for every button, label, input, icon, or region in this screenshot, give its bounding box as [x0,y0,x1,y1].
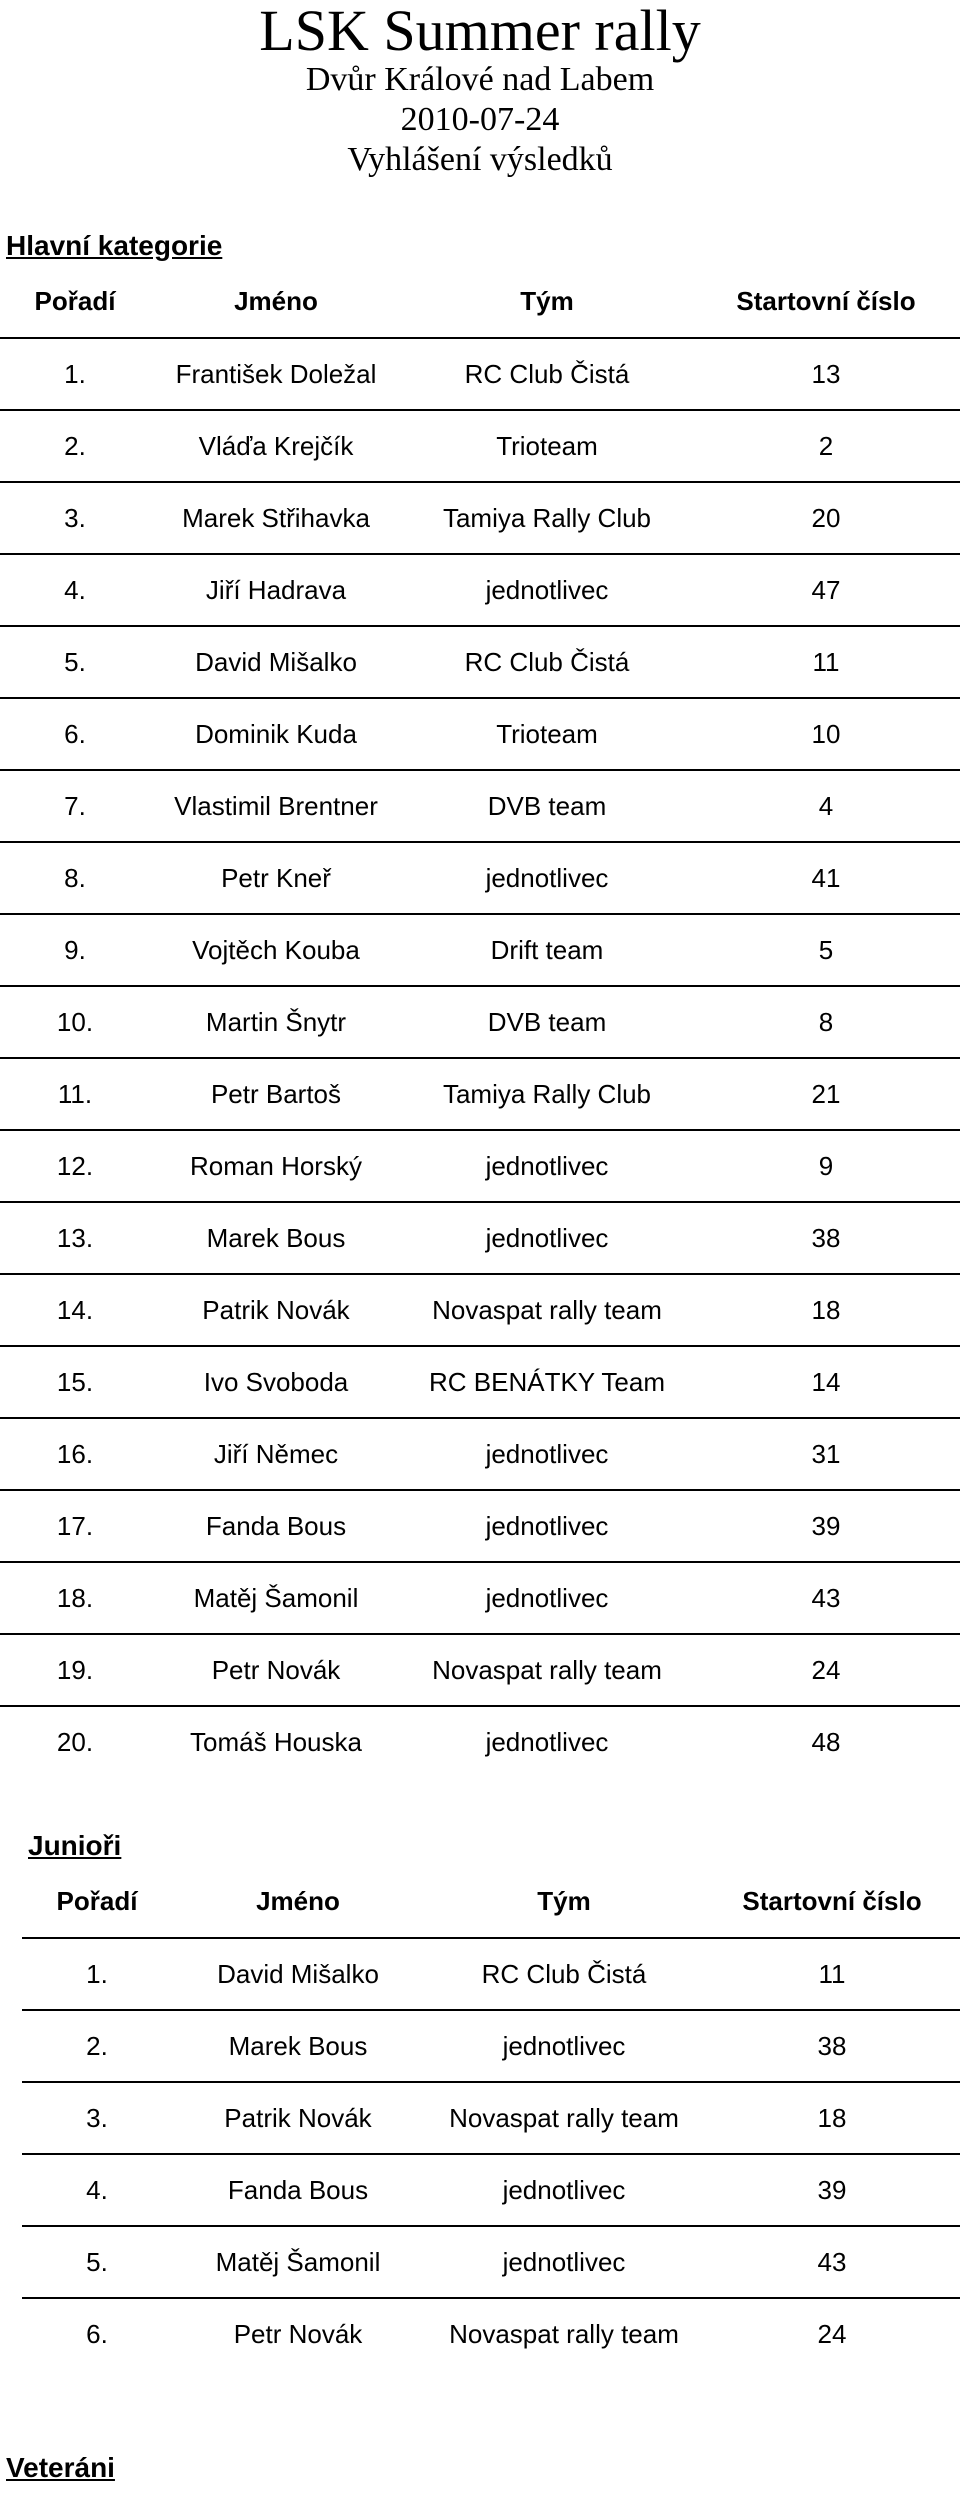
cell-rank: 7. [0,770,150,842]
cell-name: David Mišalko [172,1938,424,2010]
cell-name: Vlastimil Brentner [150,770,402,842]
cell-name: Jiří Němec [150,1418,402,1490]
cell-team: jednotlivec [485,1726,609,1757]
cell-start-number: 31 [692,1418,960,1490]
cell-name: Ivo Svoboda [150,1346,402,1418]
cell-start-number: 9 [692,1130,960,1202]
main-category-table [0,265,960,1777]
cell-name: Roman Horský [150,1130,402,1202]
table-row [0,1634,960,1706]
cell-name: Matěj Šamonil [172,2226,424,2298]
cell-rank: 14. [0,1274,150,1346]
cell-team: DVB team [402,986,692,1058]
table-row [0,842,960,914]
cell-team: Tamiya Rally Club [402,1058,692,1130]
cell-start-number: 41 [692,842,960,914]
cell-start-number: 39 [704,2154,960,2226]
cell-rank: 6. [86,2318,108,2349]
cell-name: Petr Kneř [150,842,402,914]
cell-name: Petr Bartoš [150,1058,402,1130]
table-row [22,2010,960,2082]
event-title: LSK Summer rally [259,0,701,63]
column-header-team: Tým [424,1865,704,1938]
cell-start-number: 43 [704,2226,960,2298]
cell-rank: 15. [0,1346,150,1418]
cell-team: jednotlivec [402,842,692,914]
cell-team: Novaspat rally team [424,2082,704,2154]
cell-name: Petr Novák [233,2318,363,2349]
table-row [22,2154,960,2226]
cell-start-number: 2 [692,410,960,482]
cell-rank: 19. [0,1634,150,1706]
cell-team: jednotlivec [402,1130,692,1202]
cell-start-number: 10 [692,698,960,770]
cell-team: RC Club Čistá [402,338,692,410]
cell-team: jednotlivec [424,2010,704,2082]
cell-start-number: 38 [704,2010,960,2082]
table-row [0,770,960,842]
table-row [22,2082,960,2154]
table-row [22,2226,960,2298]
cell-name: Martin Šnytr [150,986,402,1058]
cell-start-number: 11 [692,626,960,698]
column-header-team: Tým [402,265,692,338]
table-row [0,1274,960,1346]
cell-rank: 11. [0,1058,150,1130]
cell-name: Tomáš Houska [190,1726,362,1757]
table-row [0,1202,960,1274]
column-header-start-number: Startovní číslo [692,265,960,338]
cell-name: Patrik Novák [172,2082,424,2154]
table-header-row [0,265,960,338]
table-row [0,698,960,770]
cell-team: jednotlivec [402,1562,692,1634]
table-row [0,410,960,482]
veteran-category-heading: Veteráni [6,2452,115,2483]
cell-start-number: 43 [692,1562,960,1634]
document-header [0,0,960,180]
cell-start-number: 20 [692,482,960,554]
cell-start-number: 13 [692,338,960,410]
table-row [0,1058,960,1130]
column-header-rank: Pořadí [22,1865,172,1938]
cell-start-number: 21 [692,1058,960,1130]
table-row [0,1706,960,1777]
cell-name: Petr Novák [150,1634,402,1706]
cell-rank: 3. [0,482,150,554]
table-row [0,338,960,410]
cell-team: Novaspat rally team [449,2318,679,2349]
cell-name: Patrik Novák [150,1274,402,1346]
cell-team: Novaspat rally team [402,1274,692,1346]
cell-rank: 2. [22,2010,172,2082]
cell-rank: 20. [56,1726,94,1757]
table-row [0,482,960,554]
table-header-row [22,1865,960,1938]
cell-rank: 3. [22,2082,172,2154]
cell-rank: 1. [22,1938,172,2010]
cell-start-number: 48 [811,1726,841,1757]
cell-name: Marek Bous [172,2010,424,2082]
cell-rank: 4. [22,2154,172,2226]
cell-team: Trioteam [402,698,692,770]
main-category-heading: Hlavní kategorie [6,230,223,261]
cell-team: RC Club Čistá [424,1938,704,2010]
cell-name: Jiří Hadrava [150,554,402,626]
table-row [0,1130,960,1202]
cell-rank: 5. [0,626,150,698]
cell-rank: 6. [0,698,150,770]
junior-category-table [22,1865,960,2369]
cell-team: Drift team [402,914,692,986]
cell-name: Vláďa Krejčík [150,410,402,482]
table-row [0,914,960,986]
cell-name: Fanda Bous [172,2154,424,2226]
column-header-name: Jméno [172,1865,424,1938]
cell-team: DVB team [402,770,692,842]
cell-team: RC BENÁTKY Team [402,1346,692,1418]
cell-team: jednotlivec [402,1202,692,1274]
cell-name: Dominik Kuda [150,698,402,770]
cell-name: David Mišalko [150,626,402,698]
cell-team: jednotlivec [402,554,692,626]
cell-rank: 9. [0,914,150,986]
table-row [0,554,960,626]
event-date: 2010-07-24 [400,101,560,138]
cell-team: jednotlivec [424,2154,704,2226]
cell-start-number: 24 [692,1634,960,1706]
cell-start-number: 38 [692,1202,960,1274]
cell-rank: 10. [0,986,150,1058]
cell-name: Vojtěch Kouba [150,914,402,986]
cell-start-number: 18 [692,1274,960,1346]
table-row [0,986,960,1058]
cell-team: jednotlivec [402,1490,692,1562]
table-row [22,2298,960,2369]
cell-start-number: 8 [692,986,960,1058]
table-row [0,626,960,698]
junior-category-heading: Junioři [28,1830,122,1861]
table-row [0,1418,960,1490]
cell-start-number: 14 [692,1346,960,1418]
cell-start-number: 5 [692,914,960,986]
cell-rank: 17. [0,1490,150,1562]
cell-name: Matěj Šamonil [150,1562,402,1634]
cell-name: František Doležal [150,338,402,410]
table-row [0,1346,960,1418]
cell-rank: 12. [0,1130,150,1202]
cell-rank: 13. [0,1202,150,1274]
cell-rank: 5. [22,2226,172,2298]
cell-start-number: 18 [704,2082,960,2154]
cell-team: Tamiya Rally Club [402,482,692,554]
cell-team: Novaspat rally team [402,1634,692,1706]
cell-start-number: 39 [692,1490,960,1562]
column-header-name: Jméno [150,265,402,338]
table-row [0,1562,960,1634]
cell-rank: 8. [0,842,150,914]
cell-start-number: 24 [817,2318,847,2349]
event-subtitle: Vyhlášení výsledků [347,141,613,178]
table-row [22,1938,960,2010]
event-location: Dvůr Králové nad Labem [305,61,655,98]
cell-rank: 16. [0,1418,150,1490]
column-header-rank: Pořadí [0,265,150,338]
cell-start-number: 11 [704,1938,960,2010]
cell-rank: 18. [0,1562,150,1634]
table-row [0,1490,960,1562]
column-header-start-number: Startovní číslo [704,1865,960,1938]
cell-team: Trioteam [402,410,692,482]
cell-start-number: 47 [692,554,960,626]
cell-rank: 2. [0,410,150,482]
cell-start-number: 4 [692,770,960,842]
cell-rank: 1. [0,338,150,410]
cell-name: Marek Střihavka [150,482,402,554]
cell-name: Fanda Bous [150,1490,402,1562]
cell-team: RC Club Čistá [402,626,692,698]
cell-team: jednotlivec [424,2226,704,2298]
cell-team: jednotlivec [402,1418,692,1490]
cell-name: Marek Bous [150,1202,402,1274]
cell-rank: 4. [0,554,150,626]
